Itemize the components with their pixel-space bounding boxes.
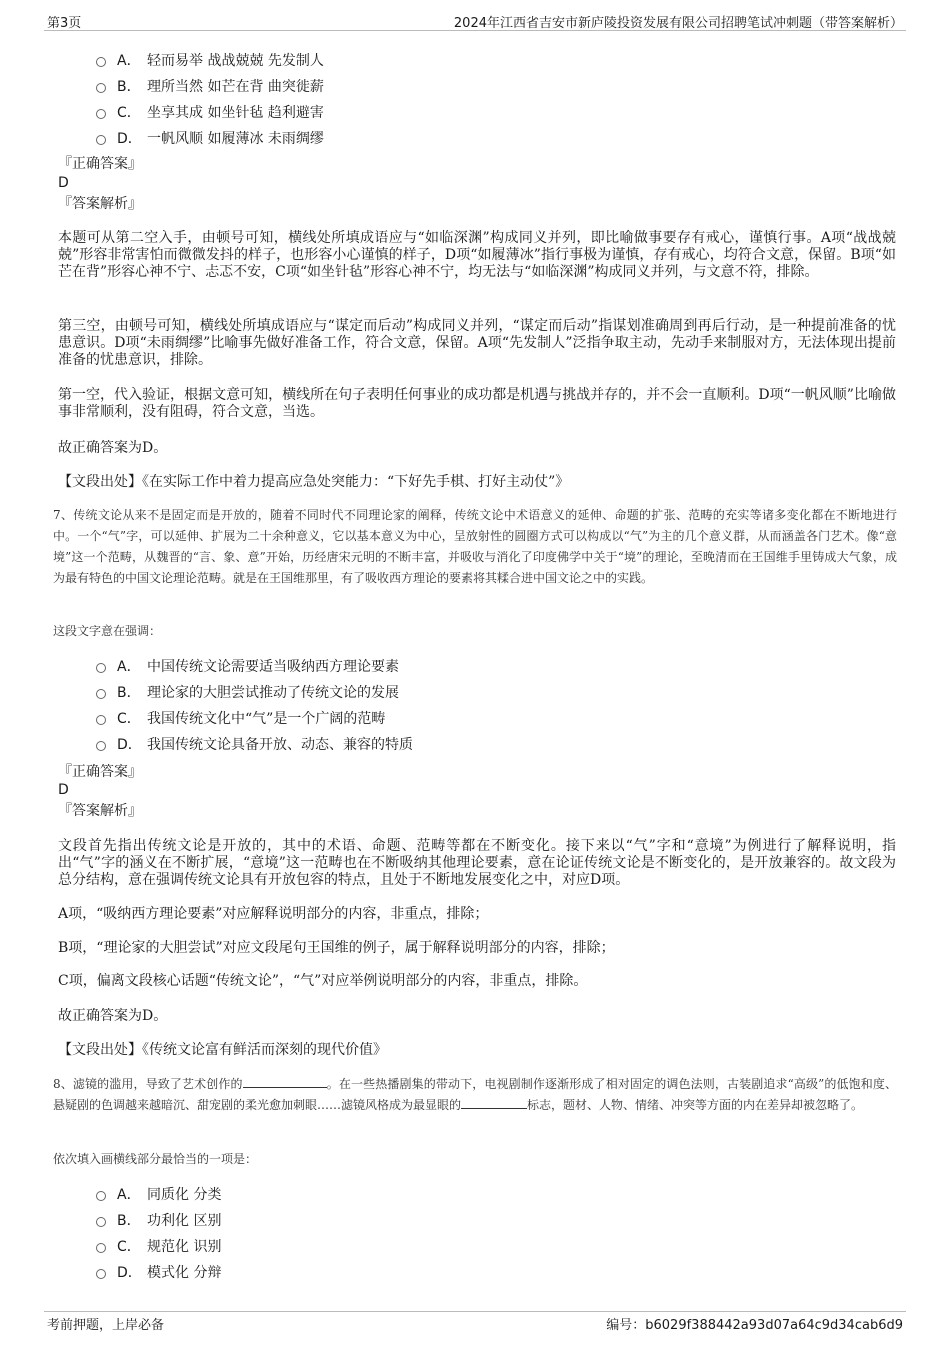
q7-analysis-conclusion: 故正确答案为D。 [58,1008,168,1024]
q8-option-d[interactable]: D． 模式化 分辩 [96,1259,221,1285]
q6-option-b[interactable]: B． 理所当然 如芒在背 曲突徙薪 [96,73,324,99]
header-divider [44,30,906,31]
code-value: b6029f388442a93d07a64c9d34cab6d9 [645,1318,903,1333]
q7-analysis-label: 『答案解析』 [58,803,142,819]
q7-answer-label: 『正确答案』 [58,764,142,780]
q7-analysis-para-1: 文段首先指出传统文论是开放的，其中的术语、命题、范畴等都在不断变化。接下来以“气”字和“意境”为例进行了解释说明，指出“气”字的涵义在不断扩展，“意境”这一范畴也在不断吸纳其他理论要素，意在论证传统文论是不断变化的，是开放兼容的。故文段为总分结构，意在强调传统文论具有开放包容的特点，且处于不断地发展变化之中，对应D项。 [58,838,896,888]
radio-icon[interactable] [96,135,106,145]
radio-icon[interactable] [96,1243,106,1253]
q6-answer-label: 『正确答案』 [58,156,142,172]
page-number: 第3页 [47,16,82,31]
q6-analysis-para-2: 第三空，由顿号可知，横线处所填成语应与“谋定而后动”构成同义并列，“谋定而后动”指谋划准确周到再后行动，是一种提前准备的忧患意识。D项“未雨绸缪”比喻事先做好准备工作，符合文意，保留。A项“先发制人”泛指争取主动，先动手来制服对方，无法体现出提前准备的忧患意识，排除。 [58,318,896,368]
q7-option-c[interactable]: C． 我国传统文化中“气”是一个广阔的范畴 [96,705,413,731]
q6-analysis-para-1: 本题可从第二空入手，由顿号可知，横线处所填成语应与“如临深渊”构成同义并列，即比喻做事要存有戒心，谨慎行事。A项“战战兢兢”形容非常害怕而微微发抖的样子，也形容小心谨慎的样子，D项“如履薄冰”指行事极为谨慎，存有戒心，均符合文意，保留。B项“如芒在背”形容心神不宁、忐忑不安，C项“如坐针毡”形容心神不宁，均无法与“如临深渊”构成同义并列，与文意不符，排除。 [58,230,896,280]
radio-icon[interactable] [96,741,106,751]
q7-answer: D [58,782,69,798]
q6-option-c[interactable]: C． 坐享其成 如坐针毡 趋利避害 [96,99,324,125]
q8-option-c[interactable]: C． 规范化 识别 [96,1233,221,1259]
q6-analysis-conclusion: 故正确答案为D。 [58,440,168,456]
radio-icon[interactable] [96,1217,106,1227]
page-header [0,0,950,31]
q6-analysis-label: 『答案解析』 [58,196,142,212]
q8-option-b[interactable]: B． 功利化 区别 [96,1207,221,1233]
q8-prompt: 依次填入画横线部分最恰当的一项是： [53,1152,258,1166]
q6-option-d[interactable]: D． 一帆风顺 如履薄冰 未雨绸缪 [96,125,324,151]
q8-stem: 8、滤镜的滥用，导致了艺术创作的 。在一些热播剧集的带动下，电视剧制作逐渐形成了相对固定的调色法则，古装剧追求“高级”的低饱和度、悬疑剧的色调越来越暗沉、甜宠剧的柔光愈加刺眼……滤镜风格成为最显眼的 标志，题材、人物、情绪、冲突等方面的内在差异却被忽略了。 [53,1077,897,1112]
q8-option-a[interactable]: A． 同质化 分类 [96,1181,221,1207]
document-code [606,1314,903,1333]
radio-icon[interactable] [96,1269,106,1279]
radio-icon[interactable] [96,663,106,673]
radio-icon[interactable] [96,109,106,119]
q7-analysis-para-2: A项，“吸纳西方理论要素”对应解释说明部分的内容，非重点，排除； [58,906,489,922]
radio-icon[interactable] [96,83,106,93]
footer-slogan: 考前押题，上岸必备 [47,1318,165,1333]
q7-option-a[interactable]: A． 中国传统文论需要适当吸纳西方理论要素 [96,653,413,679]
q6-source: 【文段出处】《在实际工作中着力提高应急处突能力：“下好先手棋、打好主动仗”》 [58,474,570,490]
q8-blank-2 [461,1096,527,1109]
q7-prompt: 这段文字意在强调： [53,624,162,638]
q7-source: 【文段出处】《传统文论富有鲜活而深刻的现代价值》 [58,1042,387,1058]
code-label: 编号： [606,1318,646,1333]
q8-options [96,1181,221,1285]
q7-options [96,653,413,757]
footer-divider [44,1311,906,1312]
q6-analysis-para-3: 第一空，代入验证，根据文意可知，横线所在句子表明任何事业的成功都是机遇与挑战并存的，并不会一直顺利。D项“一帆风顺”比喻做事非常顺利，没有阻碍，符合文意，当选。 [58,387,896,420]
radio-icon[interactable] [96,1191,106,1201]
q7-analysis-para-4: C项，偏离文段核心话题“传统文论”，“气”对应举例说明部分的内容，非重点，排除。 [58,973,588,989]
q8-blank-1 [243,1075,327,1088]
q7-analysis-para-3: B项，“理论家的大胆尝试”对应文段尾句王国维的例子，属于解释说明部分的内容，排除； [58,940,615,956]
q7-option-d[interactable]: D． 我国传统文论具备开放、动态、兼容的特质 [96,731,413,757]
document-title: 2024年江西省吉安市新庐陵投资发展有限公司招聘笔试冲刺题（带答案解析） [453,16,903,31]
q7-stem: 7、传统文论从来不是固定而是开放的，随着不同时代不同理论家的阐释，传统文论中术语意义的延伸、命题的扩张、范畴的充实等诸多变化都在不断地进行中。一个“气”字，可以延伸、扩展为二十余种意义，它以基本意义为中心，呈放射性的圆圈方式可以构成以“气”为主的几个意义群，从而涵盖各门艺术。像“意境”这一个范畴，从魏晋的“言、象、意”开始，历经唐宋元明的不断丰富，并吸收与消化了印度佛学中关于“境”的理论，至晚清而在王国维手里铸成大气象，成为最有特色的中国文论理论范畴。就是在王国维那里，有了吸收西方理论的要素将其糅合进中国文论之中的实践。 [53,508,897,585]
q7-option-b[interactable]: B． 理论家的大胆尝试推动了传统文论的发展 [96,679,413,705]
q6-answer: D [58,175,69,191]
radio-icon[interactable] [96,689,106,699]
radio-icon[interactable] [96,715,106,725]
q6-options [96,47,324,151]
radio-icon[interactable] [96,57,106,67]
q6-option-a[interactable]: A． 轻而易举 战战兢兢 先发制人 [96,47,324,73]
